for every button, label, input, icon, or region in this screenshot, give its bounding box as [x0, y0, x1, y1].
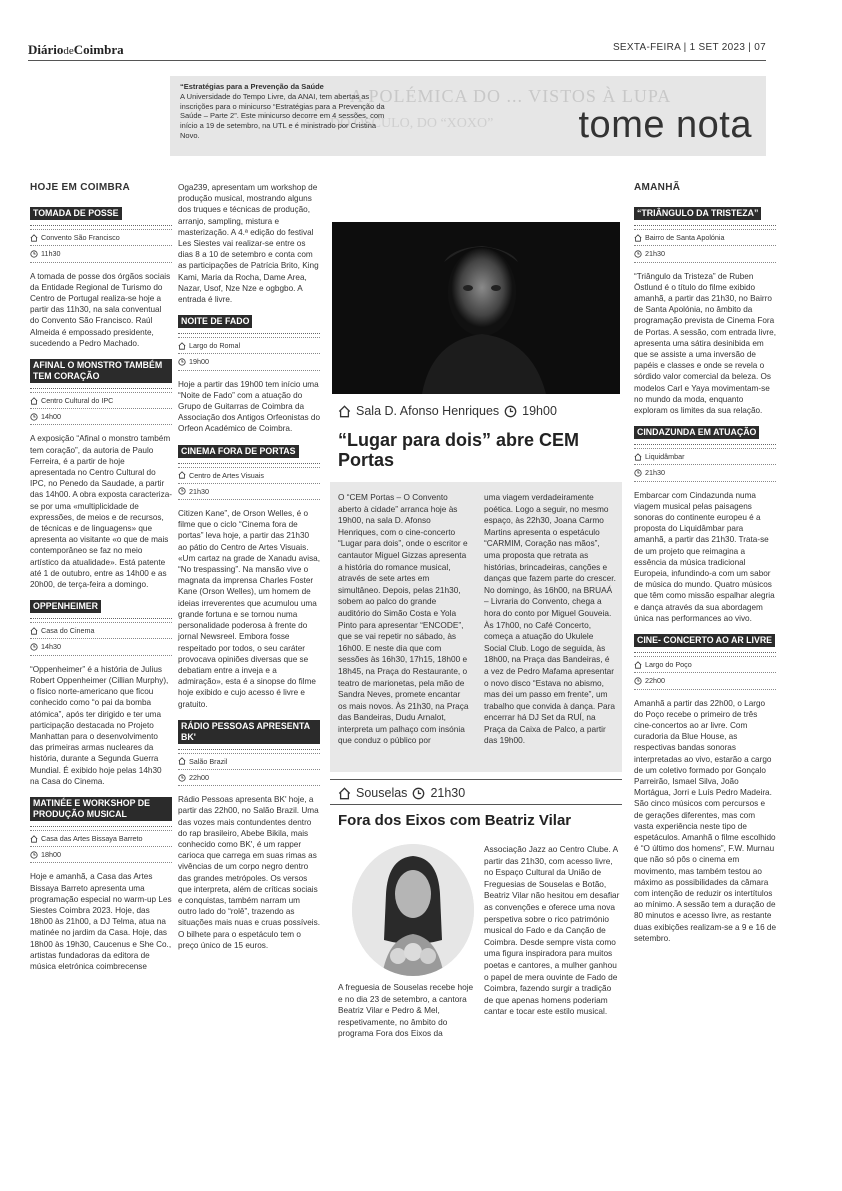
event-tag: RÁDIO PESSOAS APRESENTA BK' [178, 720, 320, 744]
feature2-column-a: A freguesia de Souselas recebe hoje e no dia 23 de setembro, a cantora Beatriz Vilar e Pedro & Mel, respetivamente, no âmbito do programa Fora dos Eixos da [338, 982, 474, 1039]
continued-body: Oga239, apresentam um workshop de produção musical, mostrando alguns dos truques e técnicas de produção, arranjo, sampling, mistura e masterização. A 4.ª edição do festival Les Siestes vai realizar-se entre os dias 8 a 10 de setembro e conta com as participações de Patrícia Brito, King Kami, Maria da Rocha, Dame Area, Nazar, Usof, Nze Nze e ogbgbo. A entrada é livre. [178, 183, 319, 305]
clock-icon [178, 774, 186, 782]
home-icon [634, 234, 642, 242]
home-icon [178, 342, 186, 350]
event-tag: NOITE DE FADO [178, 315, 252, 328]
clock-icon [634, 677, 642, 685]
home-icon [30, 397, 38, 405]
event-body: A exposição “Afinal o monstro também tem coração”, da autoria de Paulo Ferreira, é a partir de hoje apresentada no Centro Cultural do IPC, no Penedo da Saudade, a partir das 14h00. A obra exposta caracteriza-se por uma «multiplicidade de expressões, de meios e de recursos, de técnicas e de linguagens» que apresenta ao visitante «o que de mais contemporâneo se faz no meio artístico da atualidade». Está patente até 1 de outubro, entre as 14h00 e as 20h00, de terça-feira a domingo. [30, 434, 173, 590]
event-tag: CINE- CONCERTO AO AR LIVRE [634, 634, 775, 647]
event-block [30, 596, 172, 787]
event-body: “Triângulo da Tristeza” de Ruben Östlund é o título do filme exibido amanhã, a partir das 21h30, no Bairro de Santa Apolónia, no âmbito da programação prevista de Cinema Fora de Portas. A sessão, com entrada livre, apresenta uma sátira desinibida em que se assiste a uma inversão de papéis e classes e onde se revela o sórdido valor comercial da beleza. Os modelos Carl e Yaya movimentam-se no mundo da moda, enquanto exploram os limites da sua relação. [634, 271, 776, 416]
banner-background-text: A POLÉMICA DO ... VISTOS À LUPA [350, 86, 672, 106]
banner-background-text-2: DO ÓSCULO, DO “XOXO” [330, 116, 494, 131]
man-portrait-image [332, 222, 620, 394]
event-body: Amanhã a partir das 22h00, o Largo do Poço recebe o primeiro de três cine-concertos ao ar livre. Com curadoria da Blue House, as respectivas bandas sonoras interpretadas ao vivo, estarão a cargo de um coletivo formado por Gonçalo Parreirão, Ismael Silva, João Mortágua, Jorri e Luís Pedro Madeira. São cinco músicos com percursos e de gerações diferentes, mas com vasta experiência neste tipo de espetáculos. Amanhã o filme escolhido é “O último dos homens”, F.W. Murnau que não só pôs o cinema em movimento, mas também testou ao máximo as possibilidades da câmara com intenção de reduzir os intertítulos ao mínimo. A sessão tem a duração de 80 minutos e acesso livre, as restante duas exibições realizam-se a 9 e 16 de setembro. [634, 698, 776, 943]
event-tag: AFINAL O MONSTRO TAMBÉM TEM CORAÇÃO [30, 359, 172, 383]
event-body: A tomada de posse dos órgãos sociais da Entidade Regional de Turismo do Centro de Portugal realiza-se hoje a partir das 11h30, na sala conventual do Convento São Francisco. Raúl Almeida é empossado presidente, sucedendo a Pedro Machado. [30, 271, 171, 348]
home-icon [178, 757, 186, 765]
clock-icon [30, 643, 38, 651]
event-place: Centro Cultural do IPC [30, 392, 172, 409]
event-block [30, 203, 172, 349]
event-body: Rádio Pessoas apresenta BK' hoje, a partir das 22h00, no Salão Brazil. Uma das vozes mais contundentes dentro do rap brasileiro, Abebe Bikila, mais conhecido como BK', é um rapper carioca que carrega em suas rimas as vivências de um corpo negro dentro das grandes metrópoles. Os versos que interpreta, além de críticas sociais e conquistas, também narram um outro lado do “rolê”, trazendo as situações mais nuas e cruas possíveis. O bilhete para o espetáculo tem o preço único de 15 euros. [178, 795, 320, 950]
clock-icon [30, 413, 38, 421]
event-body: “Oppenheimer” é a história de Julius Robert Oppenheimer (Cillian Murphy), o físico norte-americano que ficou conhecido como “o pai da bomba atómica”, após ter dirigido e ter uma participação destacada no Projeto Manhattan para o desenvolvimento das primeiras armas nucleares da história, durante a Segunda Guerra Mundial. É exibido hoje pelas 14h30 na Casa do Cinema. [30, 664, 169, 786]
event-time: 18h00 [30, 847, 172, 863]
masthead-logo: DiáriodeCoimbra [28, 42, 124, 57]
event-place: Bairro de Santa Apolónia [634, 229, 776, 246]
home-icon [30, 835, 38, 843]
feature-divider [330, 804, 622, 805]
column-hoje-continued [178, 182, 320, 957]
event-place: Casa do Cinema [30, 622, 172, 639]
woman-portrait-image [352, 844, 474, 976]
banner-notice-body: A Universidade do Tempo Livre, da ANAI, tem abertas as inscrições para o minicurso “Estratégias para a Prevenção da Saúde – Parte 2”. Este minicurso decorre em 4 sessões, com início a 19 de setembro, na UTL e é ministrado por Cristina Novo. [180, 91, 385, 140]
feature-divider [330, 779, 622, 780]
home-icon [30, 627, 38, 635]
event-time: 21h30 [634, 246, 776, 262]
event-block [634, 422, 776, 624]
event-place: Convento São Francisco [30, 229, 172, 246]
event-tag: “TRIÂNGULO DA TRISTEZA” [634, 207, 761, 220]
event-place: Centro de Artes Visuais [178, 467, 320, 484]
event-tag: OPPENHEIMER [30, 600, 101, 613]
event-block [634, 630, 776, 944]
event-time: 11h30 [30, 246, 172, 262]
event-block [634, 203, 776, 416]
clock-icon [30, 250, 38, 258]
banner-notice [180, 82, 390, 141]
event-place: Largo do Romal [178, 337, 320, 354]
feature2-location: Souselas 21h30 [338, 786, 465, 800]
event-time: 21h30 [178, 484, 320, 500]
feature1-headline: “Lugar para dois” abre CEM Portas [338, 430, 580, 470]
event-place: Salão Brazil [178, 753, 320, 770]
event-block [178, 716, 320, 951]
section-heading: HOJE EM COIMBRA [30, 182, 131, 193]
feature-photo-woman [352, 844, 474, 976]
masthead-rule [28, 60, 766, 61]
masthead-date: SEXTA-FEIRA | 1 SET 2023 | 07 [612, 42, 766, 53]
banner-notice-title: “Estratégias para a Prevenção da Saúde [180, 82, 324, 91]
feature1-column-a: O “CEM Portas – O Convento aberto à cidade” arranca hoje às 19h00, na sala D. Afonso Henriques, com o cine-concerto “Lugar para dois”, onde o escritor e cantautor Miguel Gizzas apresenta a história do romance musical, através de sete artes em simultâneo. Depois, pelas 21h30, sobem ao palco do grande auditório do Simão Costa e Yola Pinto para apresentar “ENCODE”, que se vai repetir no sábado, às 16h00. E neste dia que com sessões às 16h30, 17h15, 18h00 e 18h45, na Praça do Restaurante, o teatro de marionetas, pela mão de Sandra Neves, promete encantar os mais novos. Às 21h30, na Praça das Bandeiras, Dudu Arnalot, interpreta um palhaço com insónia que conduz o público por [338, 492, 469, 746]
feature2-headline: Fora dos Eixos com Beatriz Vilar [338, 812, 572, 829]
column-amanha [634, 182, 776, 950]
event-time: 19h00 [178, 354, 320, 370]
newspaper-page [22, 32, 788, 1107]
feature1-column-b: uma viagem verdadeiramente poética. Logo a seguir, no mesmo espaço, às 22h30, Joana Carmo Martins apresenta o espetáculo “CARMIM, Coração nas mãos”, uma proposta que retrata as histórias, brincadeiras, canções e danças que fazem parte do crescer. No domingo, às 16h00, na BRUAÁ – Livraria do Convento, chega a hora do conto por Miguel Gouveia. Às 17h00, no Café Concerto, começa a atuação do Ukulele Social Club. Logo de seguida, às 18h00, na Praça das Bandeiras, é a vez de Pedro Mafama apresentar o novo disco “Estava no abismo, mas dei um passo em frente”, um trabalho que convida à dança. Para encerrar há DJ Set da RUÍ, na Praça da Caixa de Palco, a partir das 19h00. [484, 492, 616, 746]
feature2-column-b: Associação Jazz ao Centro Clube. A partir das 21h30, com acesso livre, no Espaço Cultural da União de Freguesias de Souselas e Botão, Beatriz Vilar não hesitou em desafiar as convenções e oferece uma nova perspetiva sobre o rico património musical do Fado e da Canção de Coimbra. Desde sempre vista como uma figura inspiradora para muitos poetas e cantores, a mulher ganhou o papel de mera ouvinte de Fado de Coimbra, fazendo surgir a tradição de que apenas homens poderiam cantar e tocar este estilo musical. [484, 844, 620, 1017]
section-title: tome nota [578, 104, 752, 146]
event-block [178, 441, 320, 710]
event-body: Hoje a partir das 19h00 tem início uma “Noite de Fado” com a atuação do Grupo de Guitarras de Coimbra da Associação dos Antigos Orfeonistas do Orfeon Académico de Coimbra. [178, 379, 320, 434]
column-hoje-em-coimbra [30, 182, 172, 978]
home-icon [338, 405, 351, 418]
clock-icon [634, 469, 642, 477]
home-icon [30, 234, 38, 242]
clock-icon [412, 787, 425, 800]
feature-photo-man [332, 222, 620, 394]
event-block [30, 355, 172, 590]
section-heading: AMANHÃ [634, 182, 681, 193]
event-place: Liquidâmbar [634, 448, 776, 465]
clock-icon [634, 250, 642, 258]
event-block [30, 793, 172, 972]
event-tag: MATINÉE E WORKSHOP DE PRODUÇÃO MUSICAL [30, 797, 172, 821]
home-icon [634, 661, 642, 669]
home-icon [178, 471, 186, 479]
event-body: Embarcar com Cindazunda numa viagem musical pelas paisagens sonoras do continente europeu é a proposta do Liquidâmbar para amanhã, a partir das 21h30. Trata-se de um projeto que reimagina a essência da música tradicional Europeia, infundindo-a com um sabor de música do mundo. Quatro músicos que têm como missão espalhar alegria e dança através da sua abordagem única nas performances ao vivo. [634, 490, 775, 623]
feature1-location: Sala D. Afonso Henriques 19h00 [338, 404, 557, 418]
event-body: Citizen Kane”, de Orson Welles, é o filme que o ciclo “Cinema fora de portas” leva hoje, a partir das 21h30 ao pátio do Centro de Artes Visuais. «Um cartaz na grade de Xanadu avisa, “No trespassing”. Na mansão vive o magnata da imprensa Charles Foster Kane (Orson Welles), um homem de ideias irreverentes que acumulou uma grande fortuna e se tornou numa personalidade poderosa à frente do jornal Newsreel. Embora fosse respeitado por todos, o seu caráter provocava opiniões diversas que se debatiam entre a inveja e a admiração», esta é a sinopse do filme hoje exibido e cujo acesso é livre e gratuito. [178, 509, 321, 709]
event-place: Casa das Artes Bissaya Barreto [30, 830, 172, 847]
clock-icon [504, 405, 517, 418]
event-body: Hoje e amanhã, a Casa das Artes Bissaya Barreto apresenta uma programação especial no warm-up Les Siestes Coimbra 2023. Hoje, das 18h00 às 21h00, a DJ Telma, atua na matinée no jardim da Casa. Hoje, das 18h00 às 19h30, Caucenus e She Co., artistas fundadoras da editora de música eletrónica coimbrecense [30, 872, 172, 971]
home-icon [338, 787, 351, 800]
event-time: 14h00 [30, 409, 172, 425]
event-tag: CINEMA FORA DE PORTAS [178, 445, 299, 458]
clock-icon [178, 358, 186, 366]
event-place: Largo do Poço [634, 656, 776, 673]
event-block [178, 311, 320, 434]
clock-icon [30, 851, 38, 859]
event-time: 22h00 [634, 673, 776, 689]
event-tag: CINDAZUNDA EM ATUAÇÃO [634, 426, 759, 439]
event-time: 22h00 [178, 770, 320, 786]
event-tag: TOMADA DE POSSE [30, 207, 122, 220]
clock-icon [178, 487, 186, 495]
tome-nota-banner [170, 76, 766, 156]
home-icon [634, 453, 642, 461]
event-time: 21h30 [634, 465, 776, 481]
event-time: 14h30 [30, 639, 172, 655]
